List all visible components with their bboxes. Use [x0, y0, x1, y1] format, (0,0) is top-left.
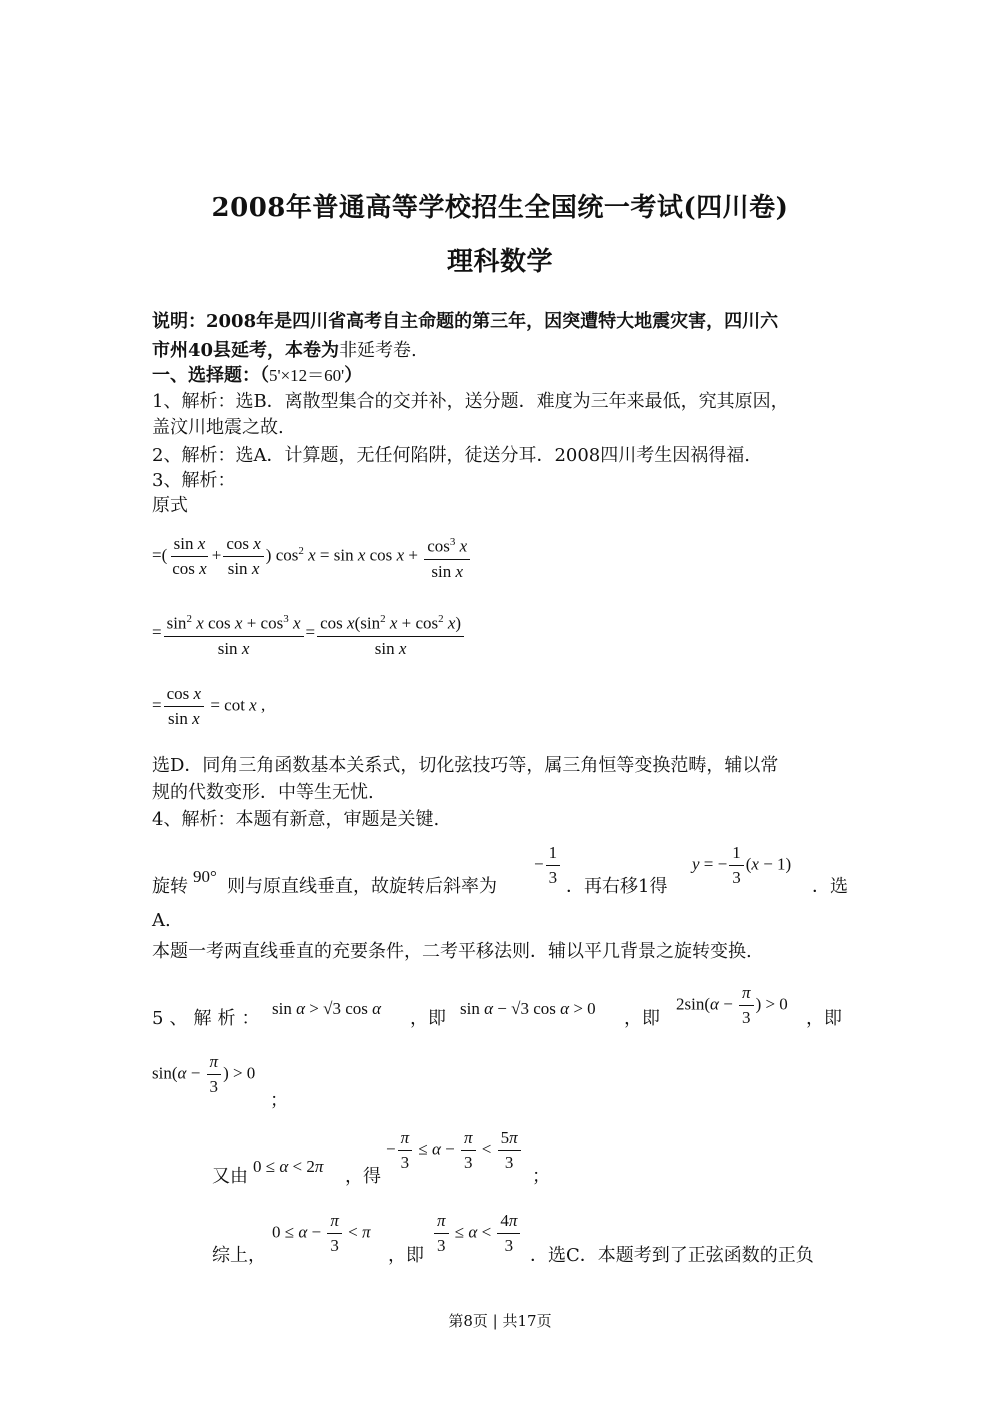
q3-conclusion-1: 选D．同角三角函数基本关系式，切化弦技巧等，属三角恒等变换范畴，辅以常	[152, 755, 779, 776]
q5-range: 0 ≤ α < 2π	[253, 1157, 324, 1176]
q5-line3-c: ；	[532, 1166, 550, 1187]
q5-ineq-4: sin(α − $\frac{\pi}{3}$ ) > 0	[152, 1052, 256, 1096]
q5-range-2: − $\frac{\pi}{3}$ ≤ α − $\frac{\pi}{3}$ < $\frac{5\pi}{3}$	[386, 1128, 523, 1173]
page-title: 2008年普通高等学校招生全国统一考试(四川卷)	[211, 193, 789, 223]
q4-t2: 则与原直线垂直，故旋转后斜率为	[227, 876, 497, 897]
section-label: 一、选择题：（	[152, 365, 269, 386]
section-heading	[152, 361, 362, 387]
q5-ineq-2: sin α − √3 cos α > 0	[460, 999, 596, 1018]
page-footer: 第8页 | 共17页	[448, 1312, 552, 1330]
q4-t1: 旋转	[152, 876, 188, 897]
q5-range-4: $\frac{\pi}{3}$ ≤ α < $\frac{4\pi}{3}$	[432, 1211, 522, 1256]
q3-formula-1: =( $\frac{\text{sin x}}{\text{cos x}}$ + $\frac{\text{cos x}}{\text{sin x}}$ ) $\cos^2 x = \sin x$ cos x + $\frac{\cos^3 x}{\text{sin x}}$	[152, 532, 472, 582]
q4-deg: 90°	[193, 867, 217, 886]
q3-conclusion-2: 规的代数变形．中等生无忧.	[152, 782, 374, 803]
q4-t5: A.	[152, 910, 171, 931]
q4-t3: ．再右移1得	[566, 876, 668, 897]
q4-label: 4、解析：本题有新意，审题是关键.	[152, 809, 440, 830]
q4-summary: 本题一考两直线垂直的充要条件，二考平移法则．辅以平几背景之旋转变换.	[152, 941, 752, 962]
q4-line-eq: y = − $\frac{1}{3}$ (x − 1)	[692, 843, 792, 887]
q4-t4: ．选	[812, 876, 848, 897]
q5-ji-1: ，即	[410, 1008, 446, 1029]
page-subtitle: 理科数学	[446, 247, 553, 277]
section-close: ）	[344, 365, 363, 386]
q5-line4-a: 综上，	[212, 1245, 266, 1266]
q5-line4-b: ，即	[388, 1245, 424, 1266]
q1-line-2: 盖汶川地震之故.	[152, 417, 284, 438]
note-line-2	[152, 336, 417, 362]
q3-formula-2: = $\frac{\sin^2 x \cos x + \cos^3 x}{\text{sin x}}$ = $\frac{\cos x(\sin^2 x + \cos^2 x)}{\text{sin x}}$	[152, 609, 466, 659]
q5-ineq-3: 2sin(α − $\frac{\pi}{3}$ ) > 0	[676, 983, 788, 1027]
q3-formula-3: = $\frac{\text{cos x}}{\text{sin x}}$ = cot x ,	[152, 684, 266, 728]
note-line-1: 说明：2008年是四川省高考自主命题的第三年，因突遭特大地震灾害，四川六	[152, 311, 779, 332]
q5-ji-3: ，即	[806, 1008, 842, 1029]
q5-ji-2: ，即	[624, 1008, 660, 1029]
section-score: 5'×12＝60'	[269, 366, 345, 385]
q5-label: 5、解析：	[152, 1008, 266, 1029]
q2-text: 2、解析：选A．计算题，无任何陷阱，徒送分耳．2008四川考生因祸得福.	[152, 445, 750, 466]
q3-intro: 原式	[152, 495, 188, 516]
q5-range-3: 0 ≤ α − $\frac{\pi}{3}$ < π	[272, 1211, 371, 1255]
q5-semicolon: ；	[270, 1090, 288, 1111]
q5-ineq-1: sin α > √3 cos α	[272, 999, 382, 1018]
q3-label: 3、解析：	[152, 470, 236, 491]
q5-line3-b: ，得	[345, 1166, 381, 1187]
q5-line3-a: 又由	[212, 1166, 248, 1187]
note-line-2-rest: 非延考卷.	[339, 340, 417, 361]
q4-slope: − $\frac{1}{3}$	[534, 843, 562, 888]
q5-line4-c: ．选C．本题考到了正弦函数的正负	[530, 1245, 814, 1266]
note-line-2-bold: 市州40县延考，本卷为	[152, 340, 340, 361]
q1-line-1: 1、解析：选B．离散型集合的交并补，送分题．难度为三年来最低，究其原因，	[152, 391, 789, 412]
